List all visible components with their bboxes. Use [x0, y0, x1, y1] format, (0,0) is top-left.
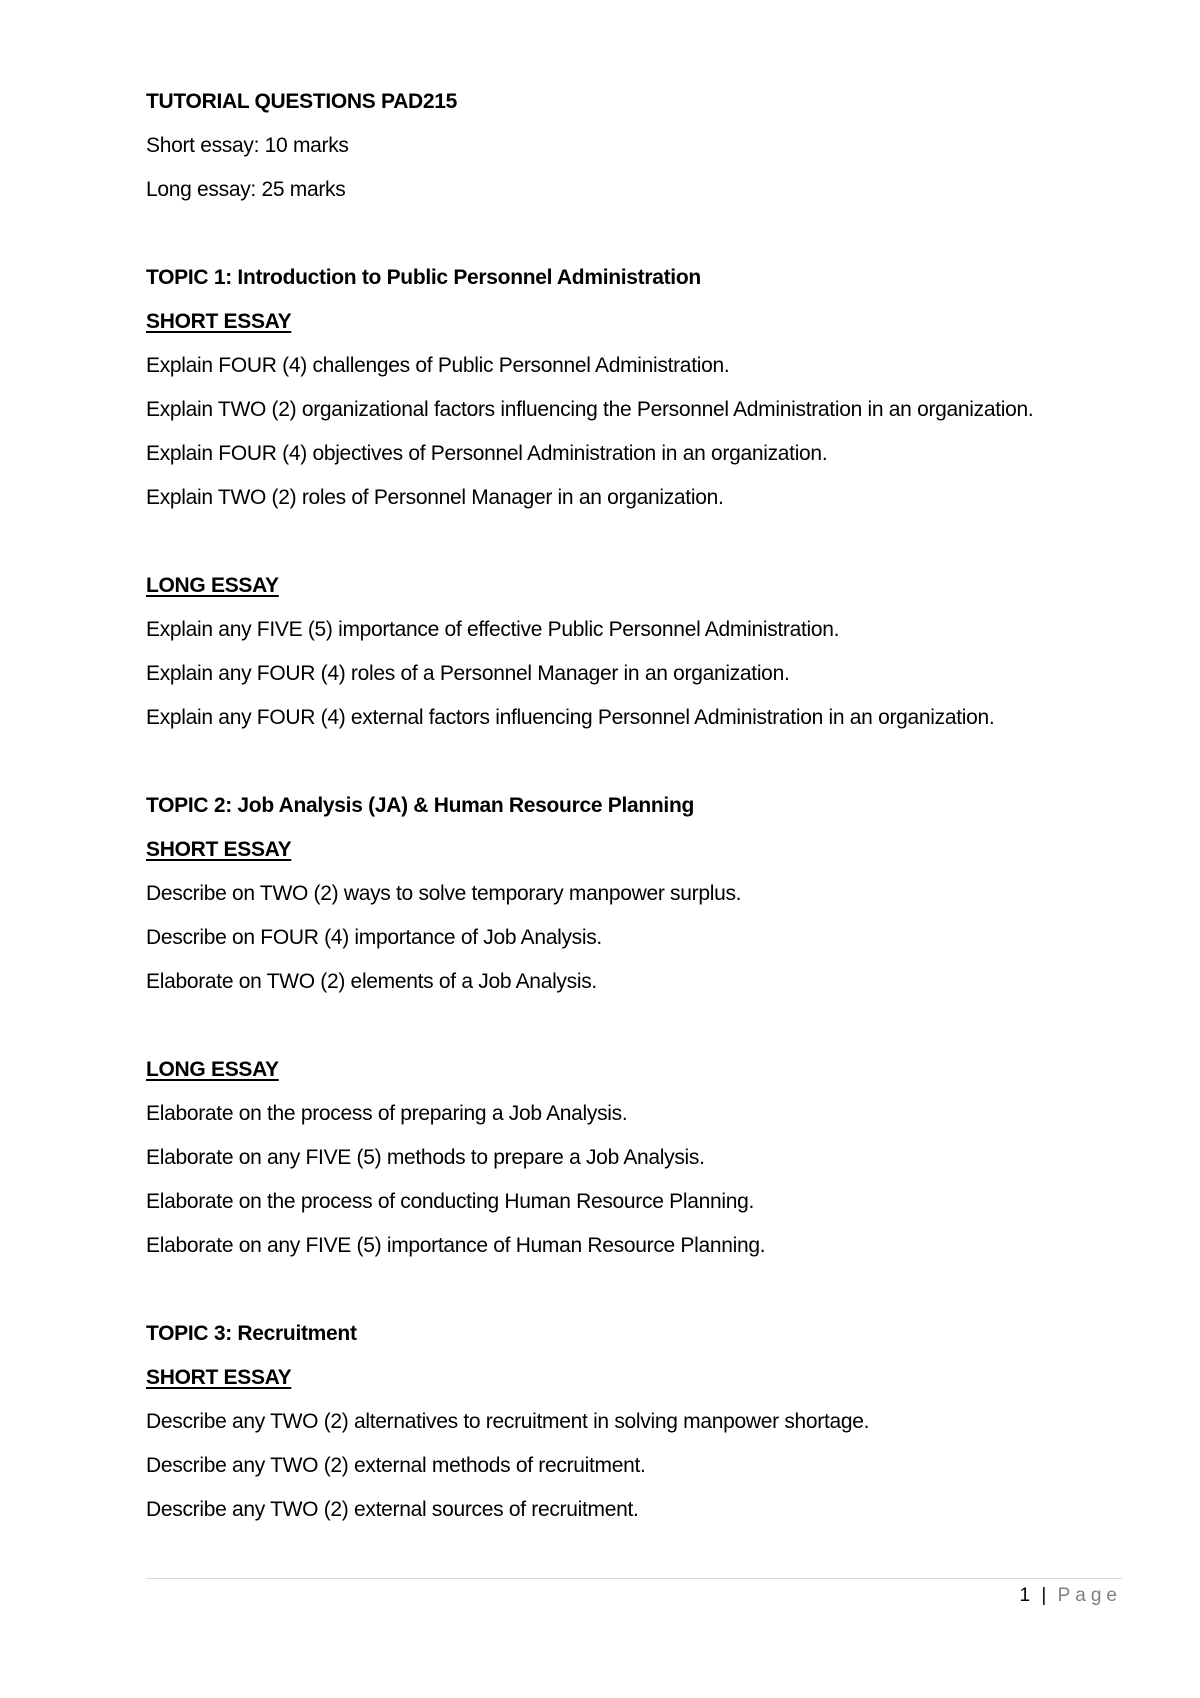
- topic-3-short-essay-heading: SHORT ESSAY: [146, 1366, 292, 1389]
- spacer: [146, 1004, 1126, 1048]
- topic-3-short-question-2: Describe any TWO (2) external methods of recruitment.: [146, 1454, 646, 1477]
- topic-2-long-question-3: Elaborate on the process of conducting Human Resource Planning.: [146, 1190, 754, 1213]
- page-footer: [1020, 1585, 1122, 1607]
- topic-2-long-essay-heading: LONG ESSAY: [146, 1058, 279, 1081]
- topic-1-long-question-3: Explain any FOUR (4) external factors influencing Personnel Administration in an organization.: [146, 706, 995, 729]
- topic-3-short-question-3: Describe any TWO (2) external sources of recruitment.: [146, 1498, 639, 1521]
- topic-2-long-question-4: Elaborate on any FIVE (5) importance of Human Resource Planning.: [146, 1234, 766, 1257]
- document-body: [146, 80, 1126, 1532]
- topic-1-short-question-4: Explain TWO (2) roles of Personnel Manager in an organization.: [146, 486, 724, 509]
- topic-1-short-question-2: Explain TWO (2) organizational factors influencing the Personnel Administration in an organization.: [146, 398, 1034, 421]
- topic-1-long-question-1: Explain any FIVE (5) importance of effective Public Personnel Administration.: [146, 618, 840, 641]
- topic-3-title: TOPIC 3: Recruitment: [146, 1322, 357, 1345]
- footer-separator: |: [1041, 1585, 1047, 1606]
- topic-1-short-question-3: Explain FOUR (4) objectives of Personnel Administration in an organization.: [146, 442, 828, 465]
- page-label: Page: [1057, 1585, 1122, 1606]
- topic-1-long-essay-heading: LONG ESSAY: [146, 574, 279, 597]
- topic-2-short-question-1: Describe on TWO (2) ways to solve temporary manpower surplus.: [146, 882, 742, 905]
- topic-2-short-question-2: Describe on FOUR (4) importance of Job Analysis.: [146, 926, 602, 949]
- document-title: TUTORIAL QUESTIONS PAD215: [146, 90, 458, 113]
- topic-1-short-question-1: Explain FOUR (4) challenges of Public Personnel Administration.: [146, 354, 730, 377]
- topic-2-short-question-3: Elaborate on TWO (2) elements of a Job Analysis.: [146, 970, 597, 993]
- topic-1-title: TOPIC 1: Introduction to Public Personnel Administration: [146, 266, 701, 289]
- spacer: [146, 1268, 1126, 1312]
- topic-2-long-question-1: Elaborate on the process of preparing a Job Analysis.: [146, 1102, 628, 1125]
- topic-2-long-question-2: Elaborate on any FIVE (5) methods to prepare a Job Analysis.: [146, 1146, 705, 1169]
- topic-2-short-essay-heading: SHORT ESSAY: [146, 838, 292, 861]
- footer-divider: [146, 1578, 1122, 1579]
- topic-1-short-essay-heading: SHORT ESSAY: [146, 310, 292, 333]
- spacer: [146, 740, 1126, 784]
- topic-3-short-question-1: Describe any TWO (2) alternatives to recruitment in solving manpower shortage.: [146, 1410, 870, 1433]
- short-essay-marks: Short essay: 10 marks: [146, 134, 349, 157]
- topic-2-title: TOPIC 2: Job Analysis (JA) & Human Resource Planning: [146, 794, 695, 817]
- spacer: [146, 520, 1126, 564]
- topic-1-long-question-2: Explain any FOUR (4) roles of a Personnel Manager in an organization.: [146, 662, 790, 685]
- spacer: [146, 212, 1126, 256]
- page-number: 1: [1019, 1585, 1031, 1606]
- long-essay-marks: Long essay: 25 marks: [146, 178, 346, 201]
